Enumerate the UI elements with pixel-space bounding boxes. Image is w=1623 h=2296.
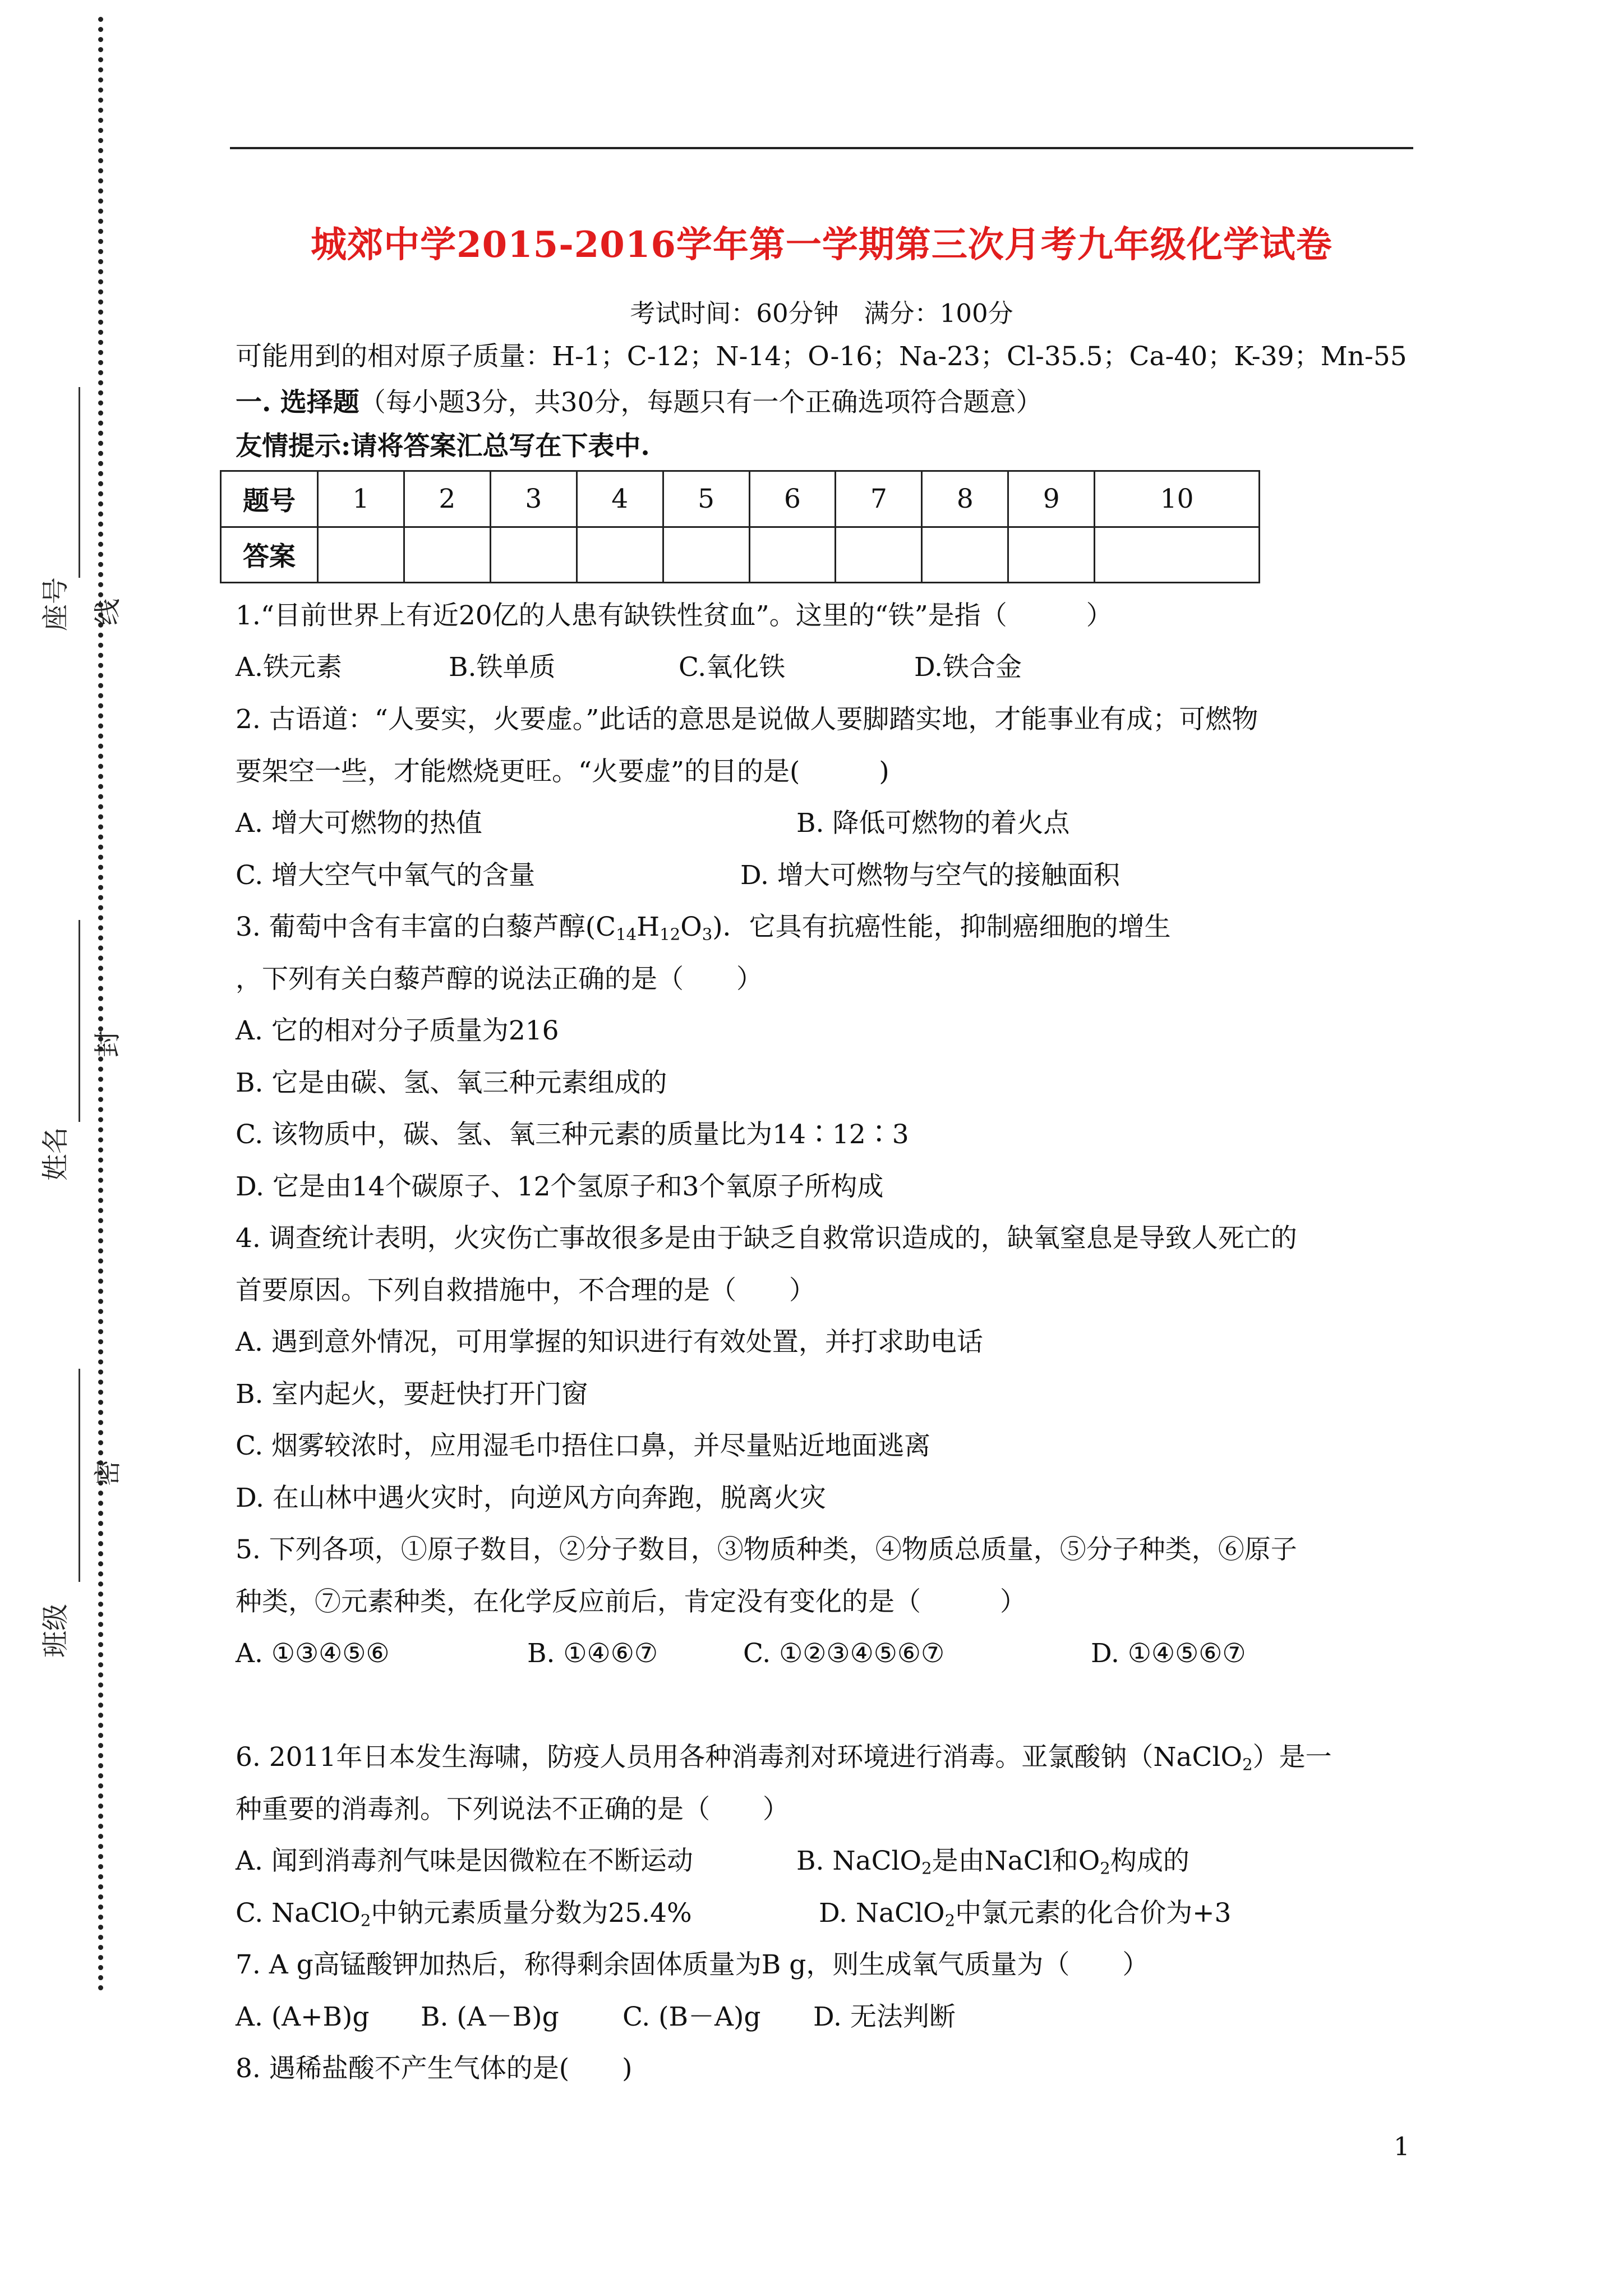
q3-stem-pre: 3. 葡萄中含有丰富的白藜芦醇(C <box>236 912 616 942</box>
q3-option-a: A. 它的相对分子质量为216 <box>236 1015 559 1046</box>
q6-optb-sub1: 2 <box>921 1858 932 1878</box>
q6-optc-post: 中钠元素质量分数为25.4% <box>371 1898 692 1929</box>
line-label: 线 <box>92 598 123 625</box>
q4-option-b: B. 室内起火，要赶快打开门窗 <box>236 1379 588 1410</box>
q5-option-b: B. ①④⑥⑦ <box>527 1638 658 1669</box>
q6-stem-line1 <box>236 1742 1332 1774</box>
q2-option-c: C. 增大空气中氧气的含量 <box>236 860 536 891</box>
q2-option-b: B. 降低可燃物的着火点 <box>796 808 1070 839</box>
q6-option-a: A. 闻到消毒剂气味是因微粒在不断运动 <box>236 1846 693 1876</box>
q7-stem: 7. A g高锰酸钾加热后，称得剩余固体质量为B g，则生成氧气质量为（ ） <box>236 1949 1149 1980</box>
q2-option-a: A. 增大可燃物的热值 <box>236 808 482 839</box>
q3-sub-h: 12 <box>660 924 681 944</box>
answer-cell[interactable] <box>1095 527 1260 583</box>
q6-optb-sub2: 2 <box>1100 1858 1110 1878</box>
q1-option-d: D.铁合金 <box>914 652 1022 683</box>
q4-option-c: C. 烟雾较浓时，应用湿毛巾捂住口鼻，并尽量贴近地面逃离 <box>236 1430 931 1461</box>
table-cell-number: 8 <box>922 471 1008 527</box>
header-rule <box>230 147 1413 149</box>
q5-option-a: A. ①③④⑤⑥ <box>236 1638 390 1669</box>
answer-cell[interactable] <box>318 527 404 583</box>
name-label: 姓名 <box>40 1126 71 1181</box>
table-cell-number: 4 <box>577 471 663 527</box>
q7-option-b: B. (A－B)g <box>421 2001 559 2032</box>
q4-stem-line2: 首要原因。下列自救措施中，不合理的是（ ） <box>236 1275 815 1306</box>
q4-option-d: D. 在山林中遇火灾时，向逆风方向奔跑，脱离火灾 <box>236 1483 826 1513</box>
q3-option-c: C. 该物质中，碳、氢、氧三种元素的质量比为14∶12∶3 <box>236 1119 909 1150</box>
q7-option-c: C. (B－A)g <box>623 2001 761 2032</box>
q3-stem-post: )．它具有抗癌性能，抑制癌细胞的增生 <box>712 912 1171 942</box>
q6-optd-post: 中氯元素的化合价为+3 <box>955 1898 1232 1929</box>
q3-h: H <box>637 912 660 942</box>
table-cell-number: 5 <box>663 471 749 527</box>
answer-cell[interactable] <box>577 527 663 583</box>
class-underline <box>79 1369 80 1582</box>
table-cell-number: 3 <box>490 471 577 527</box>
binding-dotted-line <box>98 17 103 1991</box>
answer-cell[interactable] <box>663 527 749 583</box>
q7-option-d: D. 无法判断 <box>813 2001 956 2032</box>
answer-cell[interactable] <box>836 527 922 583</box>
q1-option-a: A.铁元素 <box>236 652 342 683</box>
q2-stem-line1: 2. 古语道：“人要实，火要虚。”此话的意思是说做人要脚踏实地，才能事业有成；可燃物 <box>236 704 1258 735</box>
q3-sub-c: 14 <box>616 924 637 944</box>
q3-o: O <box>680 912 702 942</box>
table-cell-number: 7 <box>836 471 922 527</box>
answer-tip: 友情提示:请将答案汇总写在下表中. <box>236 431 650 462</box>
seal-label: 封 <box>92 1030 123 1057</box>
page-number: 1 <box>1394 2132 1410 2161</box>
seat-number-label: 座号 <box>40 577 71 631</box>
q6-optb-pre: B. NaClO <box>796 1846 922 1876</box>
q2-stem-line2: 要架空一些，才能燃烧更旺。“火要虚”的目的是( ) <box>236 756 889 787</box>
q6-optc-pre: C. NaClO <box>236 1898 361 1929</box>
table-cell-number: 1 <box>318 471 404 527</box>
atomic-masses: 可能用到的相对原子质量：H-1；C-12；N-14；O-16；Na-23；Cl-35.5；Ca-40；K-39；Mn-55 <box>236 341 1407 372</box>
answer-table <box>220 470 1260 583</box>
q3-option-d: D. 它是由14个碳原子、12个氢原子和3个氧原子所构成 <box>236 1171 884 1202</box>
q6-stem-line2: 种重要的消毒剂。下列说法不正确的是（ ） <box>236 1794 789 1825</box>
q4-option-a: A. 遇到意外情况，可用掌握的知识进行有效处置，并打求助电话 <box>236 1327 983 1358</box>
q4-stem-line1: 4. 调查统计表明，火灾伤亡事故很多是由于缺乏自救常识造成的，缺氧窒息是导致人死亡的 <box>236 1223 1297 1254</box>
q6-sub2: 2 <box>1242 1755 1253 1774</box>
exam-title: 城郊中学2015-2016学年第一学期第三次月考九年级化学试卷 <box>311 224 1332 266</box>
q1-option-b: B.铁单质 <box>449 652 556 683</box>
q5-option-c: C. ①②③④⑤⑥⑦ <box>743 1638 945 1669</box>
q6-option-d <box>819 1898 1231 1930</box>
question-number-row <box>221 471 1260 527</box>
q6-optb-mid: 是由NaCl和O <box>932 1846 1100 1876</box>
section1-heading <box>236 387 1042 418</box>
q6-stem-line1-post: ）是一 <box>1252 1742 1332 1773</box>
q6-option-b <box>796 1846 1189 1878</box>
q6-optd-sub: 2 <box>944 1911 956 1930</box>
q1-option-c: C.氧化铁 <box>679 652 786 683</box>
secret-label: 密 <box>92 1459 123 1487</box>
q3-stem-line1 <box>236 912 1171 944</box>
q3-sub-o: 3 <box>702 924 713 944</box>
q6-optd-pre: D. NaClO <box>819 1898 945 1929</box>
q5-stem-line2: 种类，⑦元素种类，在化学反应前后，肯定没有变化的是（ ） <box>236 1586 1026 1617</box>
question-number-header: 题号 <box>221 471 318 527</box>
answer-cell[interactable] <box>922 527 1008 583</box>
table-cell-number: 6 <box>749 471 836 527</box>
q6-option-c <box>236 1898 692 1930</box>
exam-info: 考试时间：60分钟 满分：100分 <box>630 298 1013 328</box>
section1-title: 一. 选择题 <box>236 387 359 418</box>
q6-stem-line1-pre: 6. 2011年日本发生海啸，防疫人员用各种消毒剂对环境进行消毒。亚氯酸钠（NaClO <box>236 1742 1243 1773</box>
class-label: 班级 <box>40 1603 71 1658</box>
q6-optc-sub: 2 <box>360 1911 371 1930</box>
answer-cell[interactable] <box>404 527 490 583</box>
q1-stem: 1.“目前世界上有近20亿的人患有缺铁性贫血”。这里的“铁”是指（ ） <box>236 600 1113 631</box>
q3-option-b: B. 它是由碳、氢、氧三种元素组成的 <box>236 1068 667 1098</box>
table-cell-number: 10 <box>1095 471 1260 527</box>
table-cell-number: 2 <box>404 471 490 527</box>
q8-stem: 8. 遇稀盐酸不产生气体的是( ) <box>236 2053 633 2084</box>
section1-note: （每小题3分，共30分，每题只有一个正确选项符合题意） <box>359 387 1043 418</box>
answer-row <box>221 527 1260 583</box>
name-underline <box>79 920 80 1122</box>
answer-cell[interactable] <box>490 527 577 583</box>
answer-cell[interactable] <box>749 527 836 583</box>
q5-stem-line1: 5. 下列各项，①原子数目，②分子数目，③物质种类，④物质总质量，⑤分子种类，⑥原子 <box>236 1534 1297 1565</box>
q3-stem-line2: ，下列有关白藜芦醇的说法正确的是（ ） <box>236 964 763 995</box>
seat-number-underline <box>79 387 80 578</box>
answer-header: 答案 <box>221 527 318 583</box>
q7-option-a: A. (A+B)g <box>236 2001 370 2032</box>
q6-optb-post: 构成的 <box>1110 1846 1189 1876</box>
table-cell-number: 9 <box>1008 471 1095 527</box>
q2-option-d: D. 增大可燃物与空气的接触面积 <box>740 860 1120 891</box>
q5-option-d: D. ①④⑤⑥⑦ <box>1091 1638 1246 1669</box>
answer-cell[interactable] <box>1008 527 1095 583</box>
